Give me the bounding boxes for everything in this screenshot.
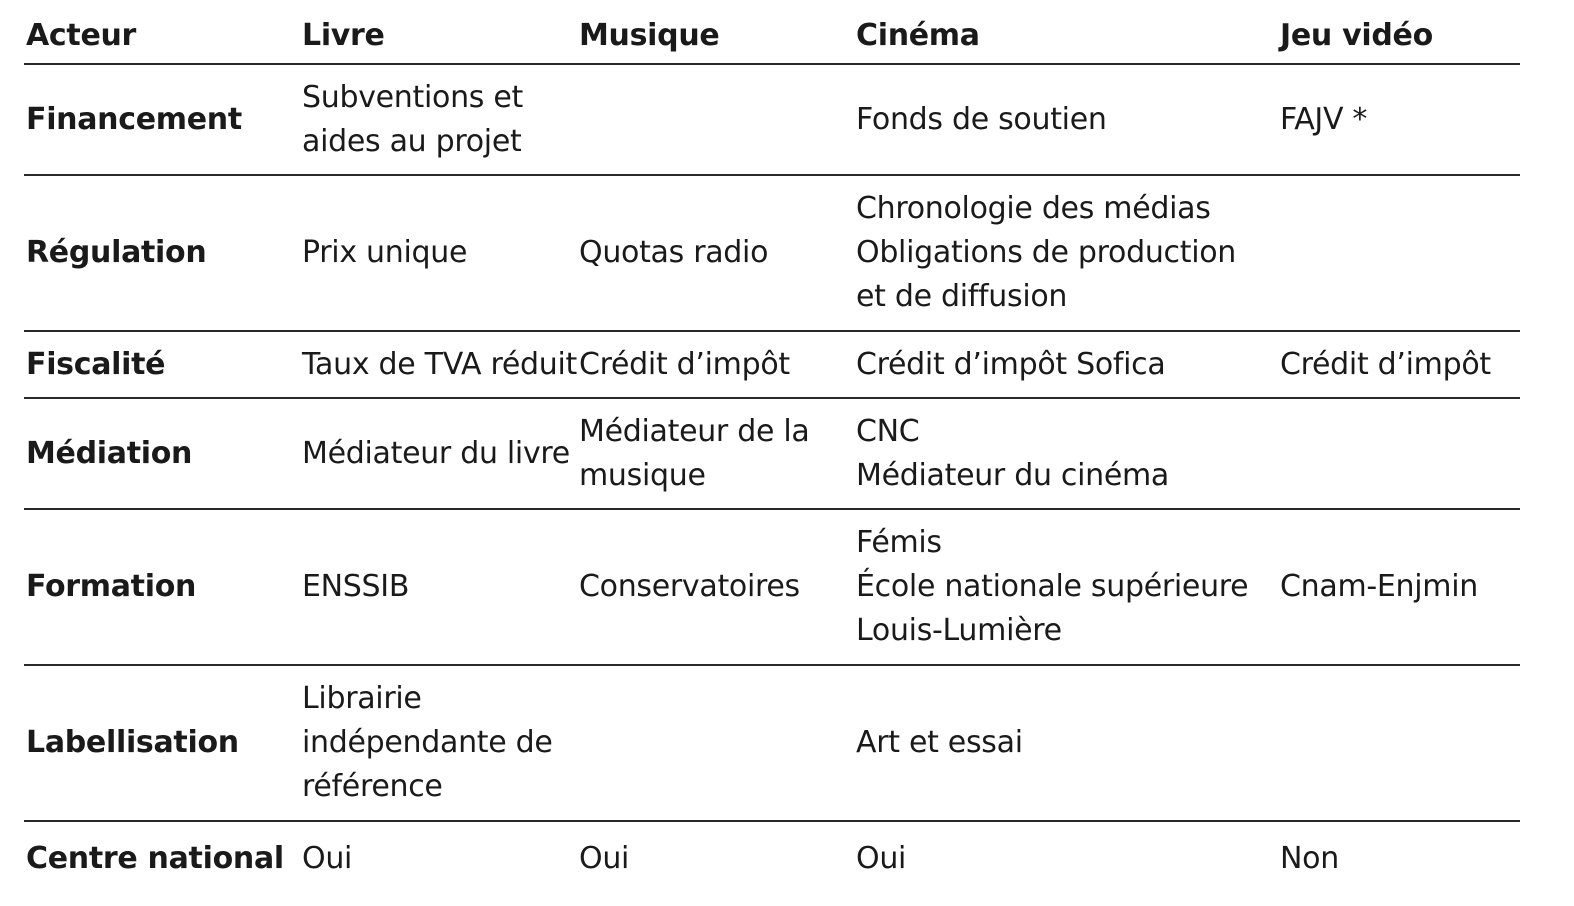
table-cell [577,331,854,398]
table-cell [300,64,577,175]
row-label: Financement [24,64,300,175]
table-row [24,331,1520,398]
table-cell [300,398,577,509]
table-cell [1278,175,1520,331]
header-musique: Musique [577,8,854,64]
cell-line: Fonds de soutien [856,101,1107,137]
table-cell [854,64,1278,175]
table-cell [1278,398,1520,509]
cell-line: Quotas radio [579,235,769,270]
row-label: Labellisation [24,665,300,821]
cell-line: Chronologie des médias [856,191,1211,226]
cell-line: Librairie [302,681,422,716]
cell-line: Médiateur du cinéma [856,457,1170,493]
policy-comparison-table [24,8,1520,896]
table-cell [854,509,1278,665]
cell-line: Oui [856,841,907,876]
cell-line: ENSSIB [302,569,410,604]
table-cell [300,175,577,331]
cell-line: Cnam-Enjmin [1280,569,1478,604]
cell-line: Fémis [856,525,942,560]
table-cell [854,175,1278,331]
cell-line: FAJV * [1280,101,1368,137]
cell-line: Médiateur de la [579,413,810,449]
cell-line: Oui [579,841,630,876]
cell-line: Louis-Lumière [856,613,1062,648]
table-cell [577,64,854,175]
cell-line: Médiateur du livre [302,435,570,471]
table-body [24,64,1520,896]
table-row [24,398,1520,509]
table-row [24,175,1520,331]
header-jeu-video: Jeu vidéo [1278,8,1520,64]
table-cell [300,509,577,665]
table-cell [1278,509,1520,665]
cell-line: Prix unique [302,235,468,270]
cell-line: Art et essai [856,725,1023,760]
cell-line: aides au projet [302,123,522,159]
row-label: Centre national [26,841,284,876]
table-row [24,665,1520,821]
table-cell [1278,821,1520,896]
table-cell [577,398,854,509]
row-label: Formation [24,509,300,665]
cell-line: Oui [302,841,353,876]
table-cell [1278,64,1520,175]
cell-line: Obligations de production [856,235,1237,270]
table-cell [854,398,1278,509]
header-row [24,8,1520,64]
table-row [24,64,1520,175]
table-cell [1278,665,1520,821]
cell-line: Crédit d’impôt [579,346,790,382]
header-acteur: Acteur [24,8,300,64]
cell-line: Non [1280,841,1339,876]
cell-line: Taux de TVA réduit [302,346,577,382]
cell-line: musique [579,457,706,493]
row-label: Fiscalité [24,331,300,398]
table-cell [854,821,1278,896]
cell-line: Conservatoires [579,569,800,604]
table-cell [300,821,577,896]
cell-line: et de diffusion [856,279,1068,314]
header-cinema: Cinéma [854,8,1278,64]
table-cell [854,665,1278,821]
cell-line: CNC [856,413,920,449]
table-row [24,509,1520,665]
table-cell [577,821,854,896]
table-header [24,8,1520,64]
row-label: Médiation [24,398,300,509]
table-row [24,821,1520,896]
table-cell [577,509,854,665]
header-livre: Livre [300,8,577,64]
table-cell [577,665,854,821]
table-cell [854,331,1278,398]
cell-line: indépendante de [302,725,553,760]
cell-line: Crédit d’impôt [1280,346,1491,382]
table-cell [1278,331,1520,398]
table-cell [577,175,854,331]
row-label: Régulation [24,175,300,331]
cell-line: Crédit d’impôt Sofica [856,346,1166,382]
table-cell [300,665,577,821]
cell-line: École nationale supérieure [856,569,1249,604]
table-cell [300,331,577,398]
cell-line: Subventions et [302,79,523,115]
cell-line: référence [302,769,443,804]
